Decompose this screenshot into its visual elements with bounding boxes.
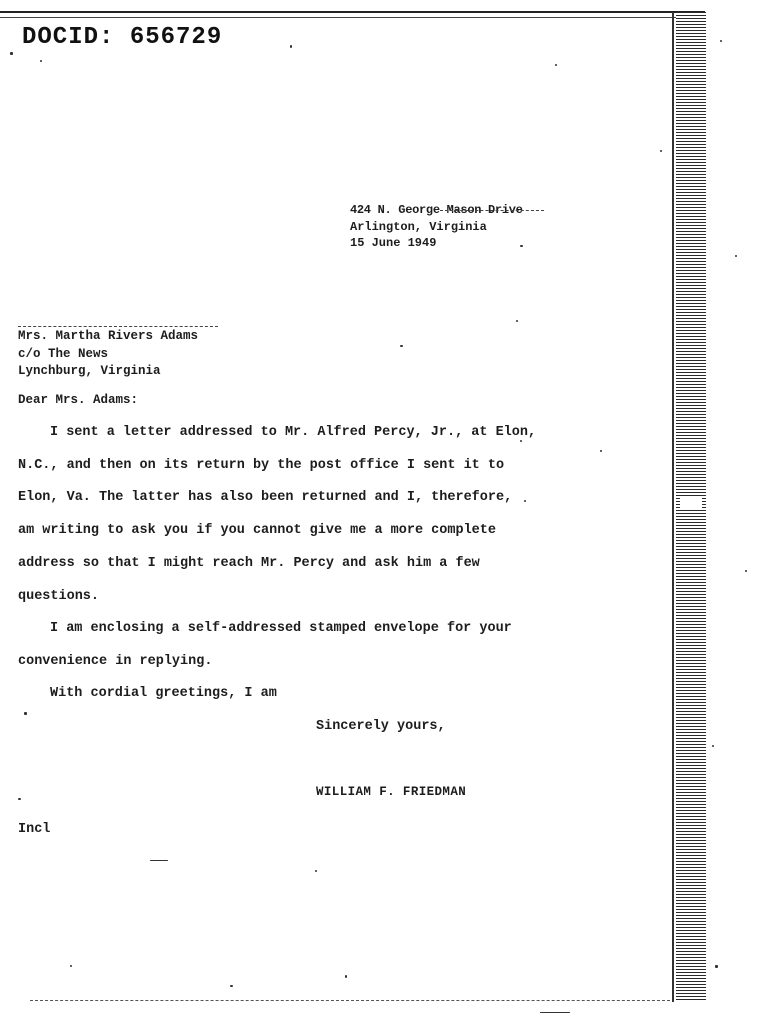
salutation: Dear Mrs. Adams: <box>18 393 139 407</box>
document-id: DOCID: 656729 <box>22 24 223 51</box>
scan-speck <box>24 712 27 715</box>
body-line-4: am writing to ask you if you cannot give me a more complete <box>18 523 496 538</box>
scan-speck <box>18 798 21 800</box>
scan-speck <box>290 45 292 48</box>
recipient-care-of: c/o The News <box>18 347 109 361</box>
scan-speck <box>150 860 168 861</box>
recipient-overline <box>18 326 218 327</box>
scan-speck <box>660 150 662 152</box>
scan-speck <box>540 1012 570 1013</box>
scan-edge-line <box>672 12 674 1002</box>
body-line-9: With cordial greetings, I am <box>50 686 277 701</box>
scan-speck <box>10 52 13 55</box>
scan-speck <box>735 255 737 257</box>
scan-speck <box>315 870 317 872</box>
scan-speck <box>715 965 718 968</box>
recipient-name: Mrs. Martha Rivers Adams <box>18 329 199 343</box>
body-line-7: I am enclosing a self-addressed stamped envelope for your <box>50 621 512 636</box>
body-line-1: I sent a letter addressed to Mr. Alfred Percy, Jr., at Elon, <box>50 425 537 440</box>
scan-speck <box>555 64 557 66</box>
sender-street: 424 N. George Mason Drive <box>350 203 523 217</box>
body-line-6: questions. <box>18 589 100 604</box>
signature: WILLIAM F. FRIEDMAN <box>316 785 467 799</box>
bottom-scan-rule <box>30 1000 670 1001</box>
body-line-2: N.C., and then on its return by the post office I sent it to <box>18 458 505 473</box>
recipient-city: Lynchburg, Virginia <box>18 364 161 378</box>
strikeout-line <box>440 210 544 211</box>
scan-speck <box>40 60 42 62</box>
scan-speck <box>230 985 233 987</box>
body-line-3: Elon, Va. The latter has also been returned and I, therefore, <box>18 490 513 505</box>
scan-speck <box>520 245 523 247</box>
scan-speck <box>524 500 526 502</box>
letter-date: 15 June 1949 <box>350 236 437 250</box>
enclosure-note: Incl <box>18 822 51 837</box>
scan-edge-band <box>676 12 706 1002</box>
scan-speck <box>70 965 72 967</box>
scan-speck <box>600 450 602 452</box>
scan-speck <box>516 320 518 322</box>
closing: Sincerely yours, <box>316 719 446 734</box>
scan-speck <box>345 975 347 978</box>
scan-speck <box>520 440 522 442</box>
scan-speck <box>745 570 747 572</box>
scan-speck <box>720 40 722 42</box>
body-line-5: address so that I might reach Mr. Percy and ask him a few <box>18 556 480 571</box>
body-line-8: convenience in replying. <box>18 654 213 669</box>
scan-speck <box>712 745 714 747</box>
scan-speck <box>400 345 403 347</box>
sender-city: Arlington, Virginia <box>350 220 487 234</box>
top-border-rule <box>0 11 705 18</box>
